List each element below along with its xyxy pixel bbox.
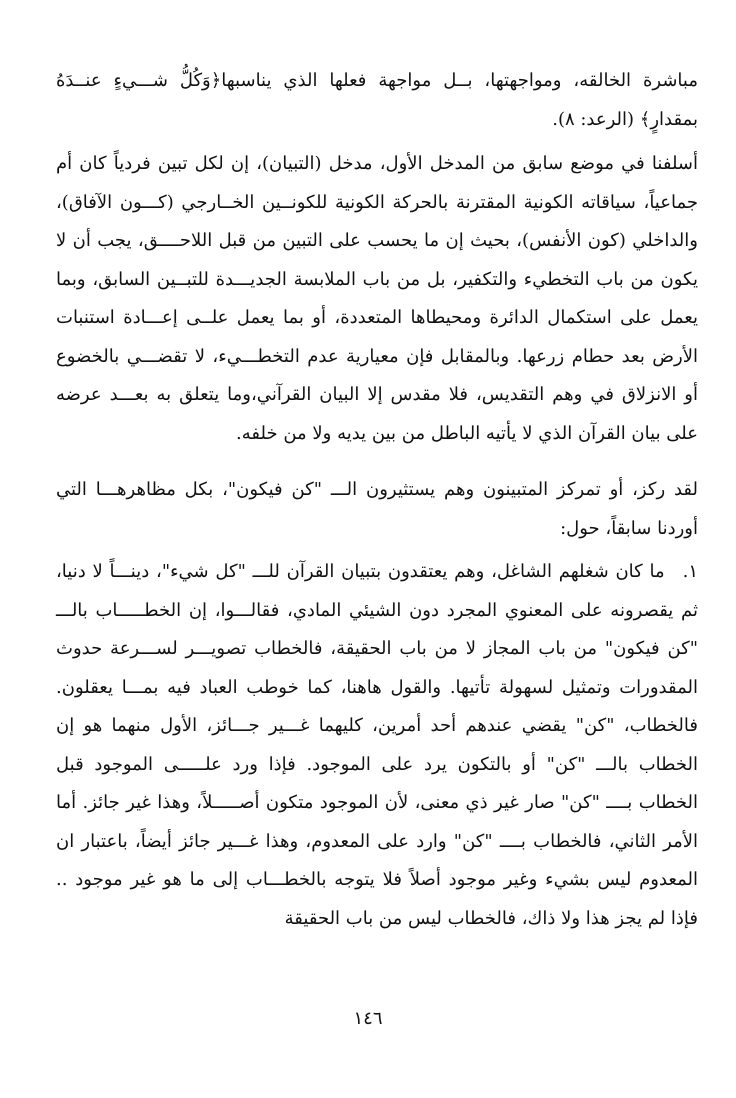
list-item-number: ١. xyxy=(682,561,698,582)
page-number: ١٤٦ xyxy=(353,1008,383,1029)
paragraph-continuation: مباشرة الخالقه، ومواجهتها، بــل مواجهة فعلها الذي يناسبها﴿وَكُلُّ شـــيءٍ عنــدَهُ بمقدارٍ﴾ (الرعد: ٨). xyxy=(56,70,698,130)
list-item-1 xyxy=(56,553,698,938)
paragraph-kun-fayakun: لقد ركز، أو تمركز المتبينون وهم يستثيرون الـــ "كن فيكون"، بكل مظاهرهـــا التي أوردنا سابقاً، حول: xyxy=(56,479,698,539)
list-item-text: ما كان شغلهم الشاغل، وهم يعتقدون بتبيان القرآن للـــ "كل شيء"، دينـــاً لا دنيا، ثم يقصرونه على المعنوي المجرد دون الشيئي المادي، فقالـــوا، إن الخطـــــاب بالـــ "كن فيكون" من باب المجاز لا من باب الحقيقة، فالخطاب تصويـــر لســـرعة حدوث المقدورات وتمثيل لسهولة تأتيها. والقول هاهنا، كما خوطب العباد فيه بمـــا يعقلون. فالخطاب، "كن" يقضي عندهم أحد أمرين، كليهما غـــير جـــائز، الأول منهما هو إن الخطاب بالـــ "كن" أو بالتكون يرد على الموجود. فإذا ورد علـــــى الموجود قبل الخطاب بــــ "كن" صار غير ذي معنى، لأن الموجود متكون أصـــــلاً، وهذا غير جائز. أما الأمر الثاني، فالخطاب بــــ "كن" وارد على المعدوم، وهذا غـــير جائز أيضاً، باعتبار ان المعدوم ليس بشيء وغير موجود أصلاً فلا يتوجه بالخطـــاب إلى ما هو غير موجود .. فإذا لم يجز هذا ولا ذاك، فالخطاب ليس من باب الحقيقة xyxy=(56,561,698,929)
book-page xyxy=(0,44,736,1098)
paragraph-tabyin: أسلفنا في موضع سابق من المدخل الأول، مدخل (التبيان)، إن لكل تبين فردياً كان أم جماعياً، سياقاته الكونية المقترنة بالحركة الكونية للكونــين الخــارجي (كـــون الآفاق)، والداخلي (كون الأنفس)، بحيث إن ما يحسب على التبين من قبل اللاحــــق، يجب أن لا يكون من باب التخطيء والتكفير، بل من باب الملابسة الجديـــدة للتبــين السابق، وبما يعمل على استكمال الدائرة ومحيطاها المتعددة، أو بما يعمل علــى إعـــادة استنبات الأرض بعد حطام زرعها. وبالمقابل فإن معيارية عدم التخطـــيء، لا تقضـــي بالخضوع أو الانزلاق في وهم التقديس، فلا مقدس إلا البيان القرآني،وما يتعلق به بعـــد عرضه على بيان القرآن الذي لا يأتيه الباطل من بين يديه ولا من خلفه. xyxy=(56,153,699,444)
